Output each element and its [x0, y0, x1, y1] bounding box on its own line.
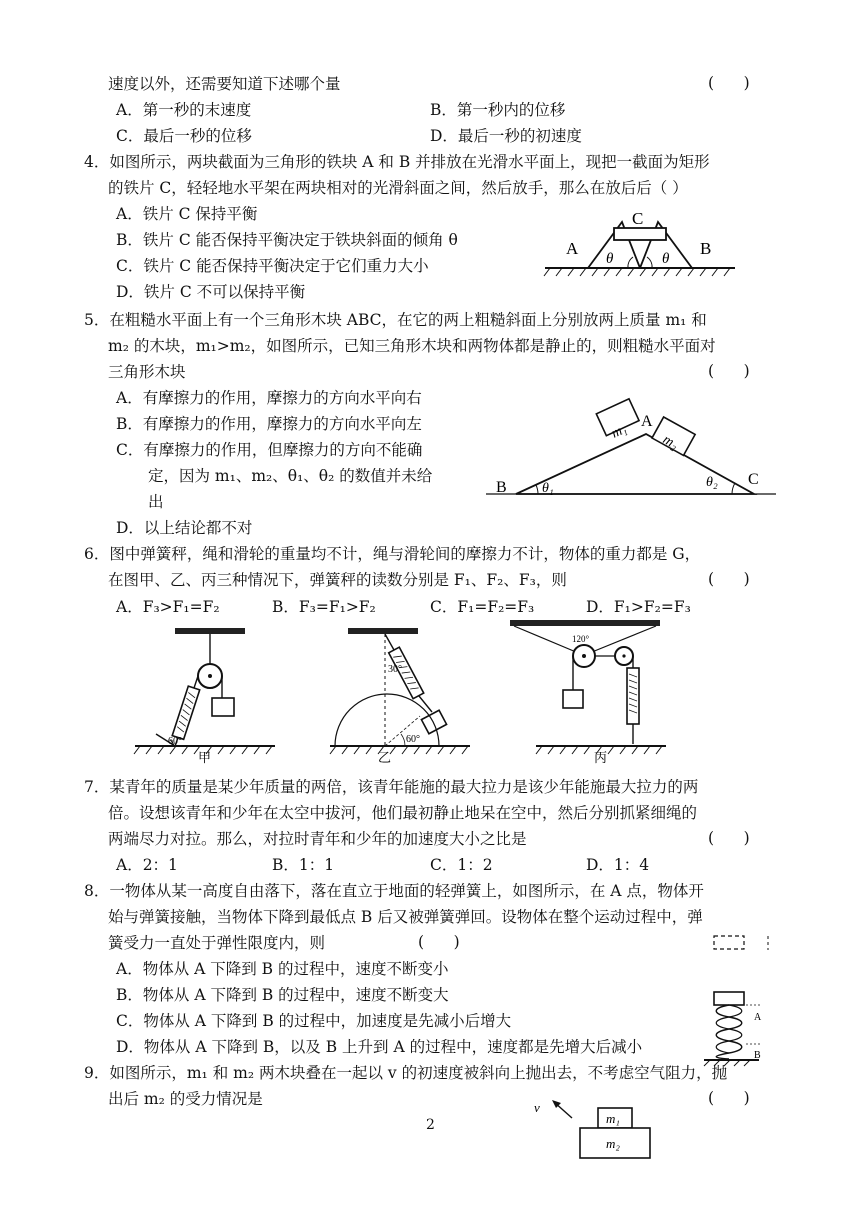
q4-option-c: C．铁片 C 能否保持平衡决定于它们重力大小 — [116, 257, 429, 275]
answer-paren: ( ) — [708, 1089, 750, 1107]
q5-label-b: B — [496, 479, 507, 496]
q5-label-c: C — [748, 471, 759, 488]
q6-label-jia: 甲 — [198, 751, 212, 766]
weight-block — [212, 698, 234, 716]
q6-option-a: A．F₃>F₁=F₂ — [116, 598, 220, 616]
q9-label-m1: m₁ — [606, 1111, 620, 1126]
q8-label-b: B — [754, 1050, 761, 1061]
q4-label-b: B — [700, 239, 712, 258]
q5-stem-line-2: m₂ 的木块，m₁>m₂，如图所示，已知三角形木块和两物体都是静止的，则粗糙水平面对 — [108, 337, 716, 355]
answer-paren: ( ) — [708, 362, 750, 380]
q5-option-b: B．有摩擦力的作用，摩擦力的方向水平向左 — [116, 415, 422, 433]
q4-option-a: A．铁片 C 保持平衡 — [116, 205, 258, 223]
q5-option-c-line-1: C．有摩擦力的作用，但摩擦力的方向不能确 — [116, 441, 423, 459]
q5-label-theta2: θ₂ — [706, 475, 718, 490]
q5-figure — [486, 408, 776, 498]
weight-block — [421, 710, 446, 734]
weight-block — [563, 690, 583, 708]
q7-option-c: C．1：2 — [430, 856, 493, 874]
q9-stem-line-1: 9．如图所示，m₁ 和 m₂ 两木块叠在一起以 v 的初速度被斜向上抛出去，不考虑空气阻力，抛 — [84, 1064, 728, 1082]
q4-label-a: A — [566, 239, 579, 258]
q8-figure — [704, 930, 784, 1065]
q8-option-d: D．物体从 A 下降到 B，以及 B 上升到 A 的过程中，速度都是先增大后减小 — [116, 1038, 643, 1056]
iron-sheet-c — [614, 228, 666, 240]
q6-option-b: B．F₃=F₁>F₂ — [272, 598, 376, 616]
q7-stem-line-2: 倍。设想该青年和少年在太空中拔河，他们最初静止地呆在空中，然后分别抓紧细绳的 — [108, 804, 698, 822]
q6-stem-line-2: 在图甲、乙、丙三种情况下，弹簧秤的读数分别是 F₁、F₂、F₃，则 — [108, 571, 567, 589]
q8-option-b: B．物体从 A 下降到 B 的过程中，速度不断变大 — [116, 986, 449, 1004]
q4-theta-left: θ — [606, 251, 614, 267]
page-number: 2 — [426, 1117, 435, 1133]
q7-option-d: D．1：4 — [586, 856, 650, 874]
q7-option-a: A．2：1 — [116, 856, 178, 874]
q3-option-a: A．第一秒的末速度 — [116, 101, 252, 119]
q9-label-m2: m₂ — [606, 1136, 620, 1151]
q8-option-c: C．物体从 A 下降到 B 的过程中，加速度是先减小后增大 — [116, 1012, 512, 1030]
q5-option-a: A．有摩擦力的作用，摩擦力的方向水平向右 — [116, 389, 422, 407]
q6-figure-yi — [330, 624, 480, 764]
q6-jia-angle: 60° — [168, 736, 182, 747]
q8-stem-line-1: 8．一物体从某一高度自由落下，落在直立于地面的轻弹簧上，如图所示，在 A 点，物体开 — [84, 882, 704, 900]
q5-stem-line-3: 三角形木块 — [108, 363, 186, 381]
q9-figure — [530, 1094, 660, 1162]
q6-label-yi: 乙 — [378, 751, 392, 766]
q4-option-d: D．铁片 C 不可以保持平衡 — [116, 283, 306, 301]
q5-option-c-line-3: 出 — [148, 493, 164, 511]
q4-theta-right: θ — [662, 251, 670, 267]
q4-stem-line-2: 的铁片 C，轻轻地水平架在两块相对的光滑斜面之间，然后放手，那么在放后后（ ） — [108, 179, 688, 197]
q9-label-v: v — [534, 1100, 540, 1115]
answer-paren: ( ) — [708, 570, 750, 588]
q7-stem-line-1: 7．某青年的质量是某少年质量的两倍，该青年能施的最大拉力是该少年能施最大拉力的两 — [84, 778, 699, 796]
q8-label-a: A — [754, 1012, 762, 1023]
q8-stem-line-2: 始与弹簧接触，当物体下降到最低点 B 后又被弹簧弹回。设物体在整个运动过程中，弹 — [108, 908, 703, 926]
q5-label-m2: m₂ — [660, 432, 681, 453]
q6-stem-line-1: 6．图中弹簧秤，绳和滑轮的重量均不计，绳与滑轮间的摩擦力不计，物体的重力都是 G， — [84, 545, 701, 563]
spring-scale — [172, 686, 199, 739]
q8-stem-line-3: 簧受力一直处于弹性限度内，则 — [108, 934, 326, 952]
q6-figure-jia — [130, 624, 280, 764]
q4-option-b: B．铁片 C 能否保持平衡决定于铁块斜面的倾角 θ — [116, 231, 458, 249]
q5-stem-line-1: 5．在粗糙水平面上有一个三角形木块 ABC，在它的两上粗糙斜面上分别放两上质量 m₁ 和 — [84, 311, 707, 329]
q3-option-c: C．最后一秒的位移 — [116, 127, 252, 145]
q4-label-c: C — [632, 209, 644, 228]
q6-option-d: D．F₁>F₂=F₃ — [586, 598, 691, 616]
spring-scale — [627, 668, 639, 724]
q5-option-d: D．以上结论都不对 — [116, 519, 253, 537]
q5-label-m1: m₁ — [609, 421, 630, 442]
q4-stem-line-1: 4．如图所示，两块截面为三角形的铁块 A 和 B 并排放在光滑水平面上，现把一截面为矩形 — [84, 153, 710, 171]
q3-line: 速度以外，还需要知道下述哪个量 — [108, 75, 341, 93]
q6-yi-angle-60: 60° — [406, 734, 420, 745]
answer-paren: ( ) — [708, 74, 750, 92]
q6-label-bing: 丙 — [594, 751, 608, 766]
q8-option-a: A．物体从 A 下降到 B 的过程中，速度不断变小 — [116, 960, 449, 978]
q5-label-theta1: θ₁ — [542, 481, 554, 496]
q7-option-b: B．1：1 — [272, 856, 335, 874]
q6-yi-angle-30: 30° — [388, 664, 402, 675]
falling-object-start — [714, 936, 744, 949]
q5-option-c-line-2: 定，因为 m₁、m₂、θ₁、θ₂ 的数值并未给 — [148, 467, 433, 485]
object-at-a — [714, 992, 744, 1005]
q3-option-b: B．第一秒内的位移 — [430, 101, 566, 119]
q7-stem-line-3: 两端尽力对拉。那么，对拉时青年和少年的加速度大小之比是 — [108, 830, 527, 848]
q3-option-d: D．最后一秒的初速度 — [430, 127, 582, 145]
answer-paren: ( ) — [418, 933, 460, 951]
q5-label-a: A — [641, 413, 653, 430]
q4-figure — [540, 208, 740, 288]
q6-figure-bing — [506, 616, 666, 766]
q6-option-c: C．F₁=F₂=F₃ — [430, 598, 535, 616]
q6-bing-angle-120: 120° — [572, 634, 590, 644]
answer-paren: ( ) — [708, 829, 750, 847]
q9-stem-line-2: 出后 m₂ 的受力情况是 — [108, 1090, 263, 1108]
